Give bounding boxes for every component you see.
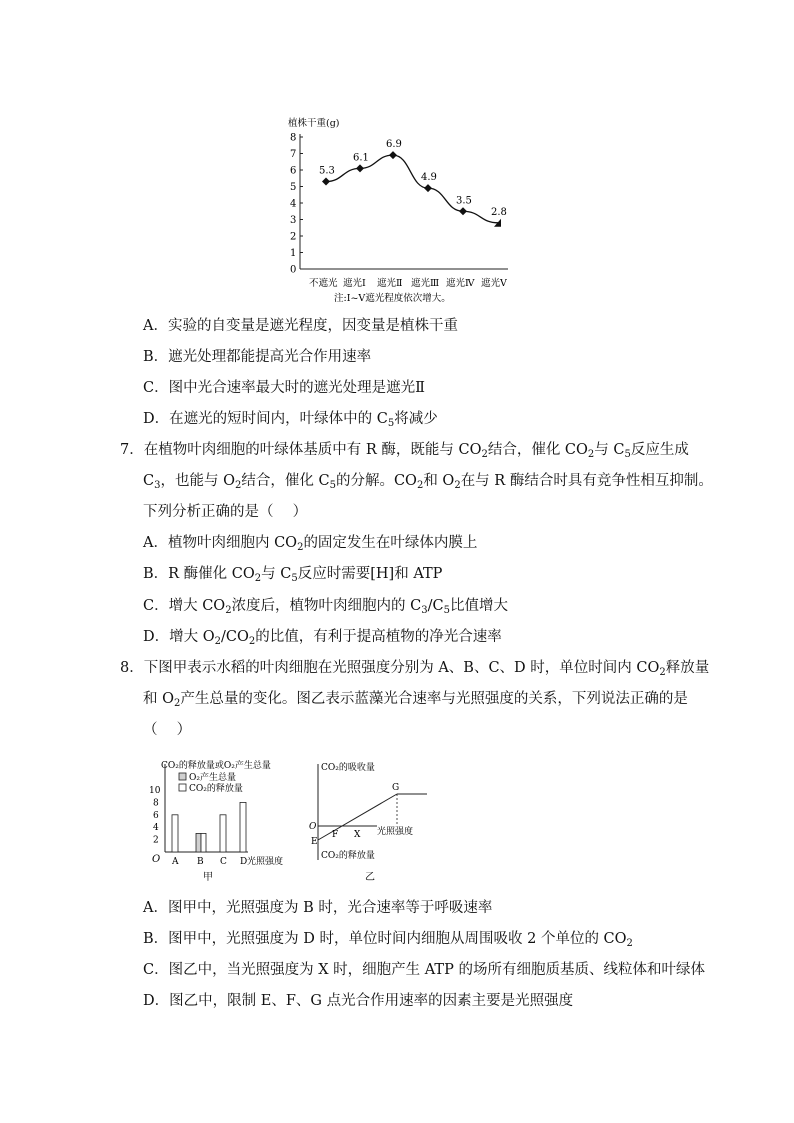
x-tick-label: 遮光Ⅱ [377,278,403,289]
q8-option-a: A．图甲中，光照强度为 B 时，光合速率等于呼吸速率 [143,900,493,916]
jia-bar-co2 [201,833,206,852]
y-tick-label: 8 [290,132,297,144]
jia-y-tick-label: 6 [153,810,159,821]
x-axis-labels [309,277,507,289]
jia-y-tick-label: 4 [153,823,159,834]
y-tick-label: 0 [290,264,297,276]
jia-legend-o2: O₂产生总量 [189,773,236,783]
data-label: 3.5 [456,195,472,207]
jia-origin: O [152,854,161,865]
q8-option-d: D．图乙中，限制 E、F、G 点光合作用速率的因素主要是光照强度 [143,993,574,1009]
jia-bar-o2 [196,833,201,852]
x-tick-label: 不遮光 [309,278,338,289]
jia-caption: 甲 [203,872,213,883]
jia-legend-co2: CO₂的释放量 [189,784,243,794]
y-tick-label: 7 [290,149,297,160]
data-point [322,178,330,186]
q6-option-a: A．实验的自变量是遮光程度，因变量是植株干重 [143,318,458,334]
chart-marks [319,139,507,227]
chart-ylabel: 植株干重(g) [288,118,340,129]
yi-point-x: X [354,830,361,840]
q7-stem-line3: 下列分析正确的是（ ） [143,504,308,520]
data-label: 6.1 [353,152,369,164]
figure-jia [143,756,303,886]
y-tick-label: 6 [290,165,297,177]
yi-xlabel: 光照强度 [377,827,414,837]
jia-y-tick-label: 2 [153,835,159,846]
yi-origin: O [309,822,317,832]
yi-point-e: E [311,837,318,847]
y-axis-ticks [290,133,303,276]
jia-bar-o2 [220,815,226,852]
jia-y-ticks [149,786,161,846]
jia-y-tick-label: 8 [153,798,159,809]
jia-ylabel: CO₂的释放量或O₂产生总量 [161,761,271,771]
data-label: 4.9 [421,172,437,184]
x-tick-label: 遮光Ⅰ [343,278,366,289]
jia-x-tick-label: A [172,857,179,867]
data-point [356,164,364,172]
jia-xlabel: 光照强度 [247,857,284,867]
y-tick-label: 3 [290,215,297,226]
data-label: 6.9 [386,139,402,151]
data-point [459,207,467,215]
q7-option-d: D．增大 $O_2/CO_2$的比值，有利于提高植物的净光合速率 [143,629,502,647]
jia-y-tick-label: 10 [149,786,161,796]
x-tick-label: 遮光Ⅳ [446,278,475,289]
data-label: 2.8 [491,206,507,218]
q7-option-a: A．植物叶肉细胞内 $CO_2$的固定发生在叶绿体内膜上 [143,535,478,553]
jia-bar-co2 [172,815,178,852]
q7-option-c: C．增大 $CO_2$浓度后，植物叶肉细胞内的 $C_3/C_5$比值增大 [143,598,508,616]
yi-ylabel-bottom: CO₂的释放量 [321,851,375,861]
jia-x-tick-label: B [197,857,204,867]
q6-option-c: C．图中光合速率最大时的遮光处理是遮光Ⅱ [143,380,425,396]
y-tick-label: 5 [290,182,297,193]
q8-stem-line1: 8．下图甲表示水稻的叶肉细胞在光照强度分别为 A、B、C、D 时，单位时间内 $CO_2$释放量 [120,660,710,678]
q8-stem-line2: 和 $O_2$产生总量的变化。图乙表示蓝藻光合速率与光照强度的关系，下列说法正确的是 [143,691,688,709]
q8-stem-line3: （ ） [143,722,192,738]
y-tick-label: 4 [290,198,297,210]
data-label: 5.3 [319,165,335,177]
dry-weight-chart [276,110,526,310]
data-point [389,151,397,159]
x-tick-label: 遮光Ⅲ [411,278,440,289]
data-point [424,184,432,192]
q7-stem-line2: $C_3$，也能与 $O_2$结合，催化 $C_5$的分解。$CO_2$和 $O_2$在与 R 酶结合时具有竞争性相互抑制。 [143,473,713,491]
q6-option-d: D．在遮光的短时间内，叶绿体中的 $C_5$将减少 [143,411,438,429]
jia-bars [171,802,247,867]
x-tick-label: 遮光Ⅴ [481,278,507,289]
y-tick-label: 2 [290,231,297,243]
yi-caption: 乙 [365,872,375,883]
yi-ylabel-top: CO₂的吸收量 [321,763,375,773]
jia-x-tick-label: D [240,857,248,867]
y-tick-label: 1 [290,248,297,259]
chart-note: 注:Ⅰ~Ⅴ遮光程度依次增大。 [334,293,451,304]
figure-yi [305,756,435,886]
q8-option-b: B．图甲中，光照强度为 D 时，单位时间内细胞从周围吸收 2 个单位的 $CO_2$ [143,931,633,949]
q8-option-c: C．图乙中，当光照强度为 X 时，细胞产生 ATP 的场所有细胞质基质、线粒体和叶绿体 [143,962,705,978]
jia-bar-o2 [240,802,246,852]
q7-option-b: B．R 酶催化 $CO_2$与 $C_5$反应时需要[H]和 ATP [143,566,443,584]
q7-stem-line1: 7．在植物叶肉细胞的叶绿体基质中有 R 酶，既能与 $CO_2$结合，催化 $CO_2$与 $C_5$反应生成 [120,442,689,460]
dry-weight-line [326,155,498,223]
yi-point-f: F [332,830,339,840]
jia-x-tick-label: C [220,857,227,867]
q6-option-b: B．遮光处理都能提高光合作用速率 [143,349,372,365]
yi-point-g: G [392,783,400,793]
